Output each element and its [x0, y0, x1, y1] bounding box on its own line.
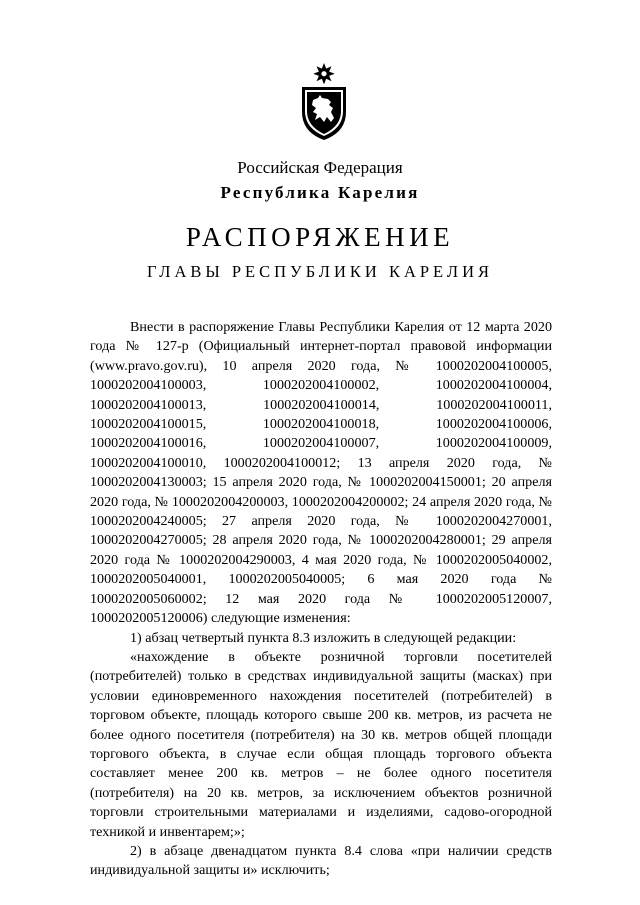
document-type-title: РАСПОРЯЖЕНИЕ: [185, 222, 455, 252]
paragraph-item-1: 1) абзац четвертый пункта 8.3 изложить в следующей редакции:: [130, 629, 517, 646]
paragraph-intro: Внести в распоряжение Главы Республики Карелия от 12 марта 2020 года № 127-р (Официальный интернет-портал правовой информации (www.pravo.gov.ru), 10 апреля 2020 года, № 1000202004100005, 1000202004100003, 1000202004100002, 1000202004100004, 1000202004100013, 1000202004100014, 1000202004100011, 1000202004100015, 1000202004100018, 1000202004100006, 1000202004100016, 1000202004100007, 1000202004100009, 1000202004100010, 1000202004100012; 13 апреля 2020 года, № 1000202004130003; 15 апреля 2020 года, № 1000202004150001; 20 апреля 2020 года, № 1000202004200003, 1000202004200002; 24 апреля 2020 года, № 1000202004240005; 27 апреля 2020 года, № 1000202004270001, 1000202004270005; 28 апреля 2020 года, № 1000202004280001; 29 апреля 2020 года № 1000202004290003, 4 мая 2020 года, № 1000202005040002, 1000202005040001, 1000202005040005; 6 мая 2020 года № 1000202005060002; 12 мая 2020 года № 1000202005120007, 1000202005120006) следующие изменения:: [90, 319, 552, 627]
document-body: [90, 318, 552, 881]
paragraph-quote: «нахождение в объекте розничной торговли посетителей (потребителей) только в средствах индивидуальной защиты (масках) при условии единовременного нахождения посетителей (потребителей) в торговом объекте, площадь которого свыше 200 кв. метров, из расчета не более одного посетителя (потребителя) на 30 кв. метров общей площади торгового объекта, в случае если общая площадь торгового объекта составляет менее 200 кв. метров – не более одного посетителя (потребителя) на 20 кв. метров, за исключением объектов розничной торговли строительными материалами и изделиями, садово-огородной техникой и инвентарем;»;: [90, 648, 552, 840]
coat-of-arms-icon: [298, 62, 350, 142]
country-name: Российская Федерация: [237, 158, 403, 177]
issuing-authority: ГЛАВЫ РЕСПУБЛИКИ КАРЕЛИЯ: [146, 262, 494, 281]
republic-name: Республика Карелия: [220, 183, 420, 202]
paragraph-item-2: 2) в абзаце двенадцатом пункта 8.4 слова «при наличии средств индивидуальной защиты и» исключить;: [90, 842, 552, 879]
